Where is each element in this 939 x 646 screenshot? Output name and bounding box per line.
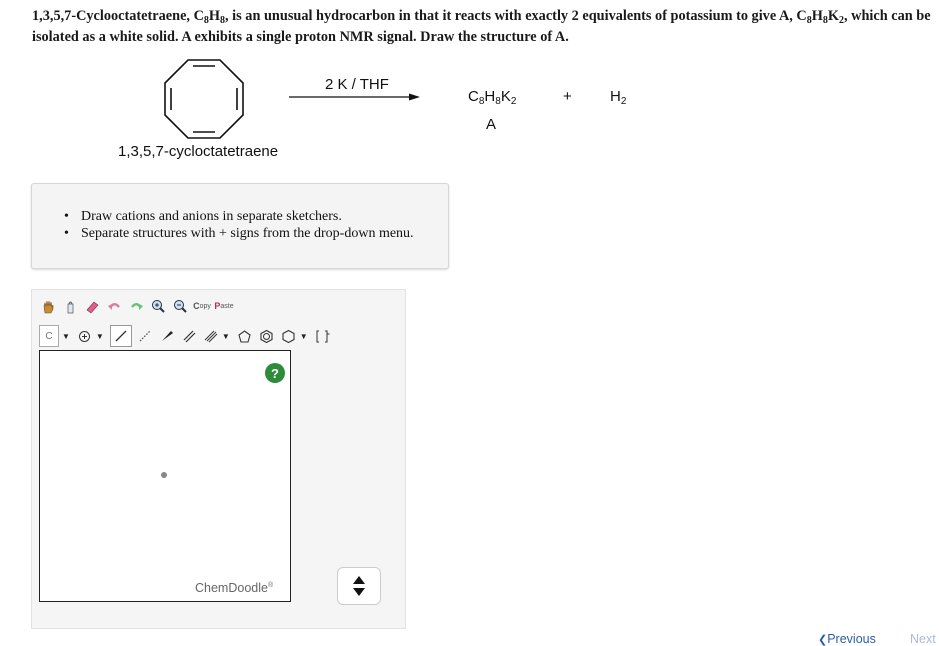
triple-bond-icon[interactable] <box>202 327 220 345</box>
byproduct-formula: $H_2$ <box>610 88 627 107</box>
double-bond-icon[interactable] <box>180 327 198 345</box>
zoom-out-icon[interactable] <box>171 297 189 315</box>
chevron-down-icon[interactable]: ▼ <box>221 331 230 341</box>
reaction-scheme <box>0 0 939 180</box>
cyclopentane-icon[interactable] <box>236 327 254 345</box>
eraser-tool-icon[interactable] <box>83 297 101 315</box>
reaction-conditions: 2 K / THF <box>325 76 389 93</box>
element-selector[interactable]: C <box>39 325 59 347</box>
sketcher-toolbar-bottom <box>39 326 336 346</box>
wedge-bond-icon[interactable] <box>158 327 176 345</box>
drawing-canvas[interactable] <box>39 350 291 602</box>
redo-icon[interactable] <box>127 297 145 315</box>
hand-tool-icon[interactable] <box>39 297 57 315</box>
plus-sign: + <box>563 88 572 105</box>
product-letter: A <box>486 116 497 133</box>
chevron-down-icon[interactable]: ▼ <box>62 331 70 341</box>
hint-box <box>31 183 449 269</box>
copy-button[interactable]: C opy <box>193 300 211 311</box>
hint-item: • Draw cations and anions in separate sketchers. <box>64 208 414 225</box>
paste-button[interactable]: P aste <box>214 300 234 311</box>
reactant-label: 1,3,5,7-cycloctatetraene <box>118 143 279 160</box>
hint-list <box>64 208 414 242</box>
dashed-bond-icon[interactable] <box>136 327 154 345</box>
cyclohexane-icon[interactable] <box>280 327 298 345</box>
resize-arrows-icon <box>352 575 366 597</box>
reaction-arrow <box>289 94 420 101</box>
cyclooctatetraene-structure <box>165 60 243 138</box>
resize-handle[interactable] <box>337 567 381 605</box>
single-bond-icon[interactable] <box>110 325 132 347</box>
charge-plus-icon[interactable] <box>76 327 94 345</box>
benzene-icon[interactable] <box>258 327 276 345</box>
undo-icon[interactable] <box>105 297 123 315</box>
question-text: 1,3,5,7-Cyclooctatetraene, $C_8H_8$, is an unusual hydrocarbon in that it reacts with exactly 2 equivalents of potassium to give A, $C_8H_8K_2$, which can be isolated as a white solid. A exhibits a single proton NMR signal. Draw the structure of A. <box>32 8 931 45</box>
next-link[interactable]: Next <box>910 632 936 646</box>
previous-link[interactable]: ❮Previous <box>818 632 876 646</box>
chevron-down-icon[interactable]: ▼ <box>95 331 104 341</box>
chemdoodle-brand: ChemDoodle® <box>195 581 274 595</box>
sketcher-toolbar-top <box>39 296 237 316</box>
chevron-left-icon: ❮ <box>818 634 828 646</box>
bracket-icon[interactable] <box>314 327 332 345</box>
hint-item: • Separate structures with + signs from the drop-down menu. <box>64 225 414 242</box>
chemdoodle-sketcher <box>31 289 406 629</box>
canvas-center-dot <box>161 472 167 478</box>
help-button[interactable]: ? <box>265 363 285 383</box>
product-formula: $C_8H_8K_2$ <box>468 88 517 107</box>
chevron-down-icon[interactable]: ▼ <box>299 331 308 341</box>
lasso-tool-icon[interactable] <box>61 297 79 315</box>
zoom-in-icon[interactable] <box>149 297 167 315</box>
